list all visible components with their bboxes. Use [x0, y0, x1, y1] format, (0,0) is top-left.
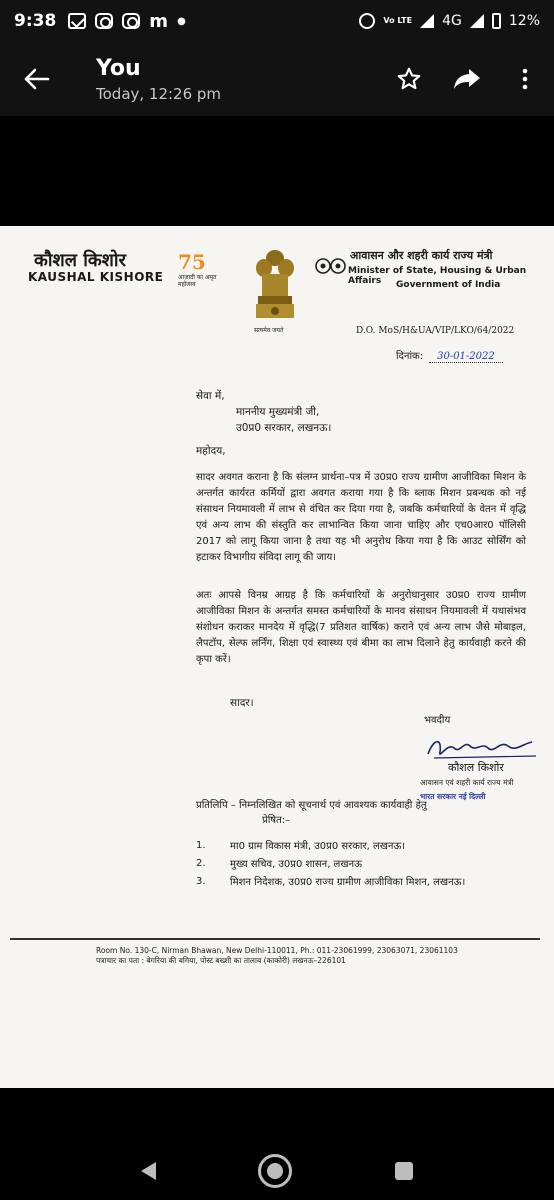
- status-bar: [0, 0, 554, 42]
- list-item: [196, 854, 465, 872]
- ministry-name-hindi: आवासन और शहरी कार्य राज्य मंत्री: [350, 249, 493, 262]
- title-block: [74, 56, 380, 103]
- app-bar: [0, 42, 554, 116]
- ministry-name-english: Minister of State, Housing & Urban Affairs: [348, 266, 527, 286]
- arrow-back-icon: [24, 68, 50, 90]
- sender-title: You: [96, 55, 141, 81]
- instagram-icon: [122, 13, 140, 29]
- alarm-icon: [359, 13, 375, 29]
- more-options-button[interactable]: [496, 42, 554, 116]
- forward-button[interactable]: [438, 42, 496, 116]
- image-viewer[interactable]: [0, 116, 554, 1142]
- network-type: 4G: [442, 13, 462, 29]
- list-item-number: 1.: [196, 839, 206, 851]
- letter-document: [0, 226, 554, 1088]
- date-value: 30-01-2022: [429, 351, 503, 363]
- reference-number: D.O. MoS/H&UA/VIP/LKO/64/2022: [356, 326, 515, 336]
- signal-icon: [420, 14, 434, 28]
- valediction: भवदीय: [424, 715, 451, 726]
- status-time: 9:38: [14, 11, 57, 31]
- list-item: [196, 872, 465, 890]
- national-emblem-icon: [250, 246, 300, 324]
- forward-icon: [453, 67, 481, 91]
- more-vert-icon: [522, 68, 528, 90]
- instagram-icon: [95, 13, 113, 29]
- footer-correspondence-address: पत्राचार का पता : बेगरिया की बगिया, पोस्ट बख्शी का तालाब (काकोरी) लखनऊ–226101: [96, 956, 346, 965]
- gmail-icon: [68, 13, 86, 29]
- footer-divider: [10, 938, 540, 940]
- azadi-logo-number: 75: [178, 250, 206, 274]
- list-item-number: 2.: [196, 857, 206, 869]
- closing: सादर।: [230, 697, 254, 709]
- signal-icon: [470, 14, 484, 28]
- address-line: माननीय मुख्यमंत्री जी,: [236, 406, 320, 418]
- letterhead-footer: [96, 946, 486, 966]
- recents-nav-icon[interactable]: [395, 1162, 413, 1180]
- list-item: [196, 836, 465, 854]
- azadi-logo-text: आज़ादी का अमृत महोत्सव: [178, 274, 217, 288]
- star-button[interactable]: [380, 42, 438, 116]
- government-name: Government of India: [396, 280, 501, 290]
- copy-to-list: [196, 836, 465, 890]
- address-line: सेवा में,: [196, 390, 225, 402]
- date-row: [396, 348, 503, 363]
- volte-icon: Vo LTE: [383, 16, 413, 25]
- emblem-motto: सत्यमेव जयते: [254, 327, 284, 334]
- copy-to-heading-text: प्रतिलिपि – निम्नलिखित को सूचनार्थ एवं आवश्यक कार्यवाही हेतु: [196, 800, 427, 811]
- body-paragraph-1: सादर अवगत कराना है कि संलग्न प्रार्थना–पत्र में उ0प्र0 राज्य ग्रामीण आजीविका मिशन के अन्तर्गत कार्यरत कर्मियों द्वारा अवगत कराया गया है कि ब्लाक मिशन प्रबन्धक को नई संसाधन नियमावली में लाभ से वंचित कर दिया गया है, जबकि कर्मचारियों के वेतन में वृद्धि एवं अन्य लाभ की संस्तुति कर लाभान्वित किया जाना चाहिए और एच0आर0 पॉलिसी 2017 को लागू किया जाना है तथा यह भी अनुरोध किया गया है कि आउट सोर्सिंग को हटाकर विभागीय संविदा लागू की जाय।: [196, 472, 526, 563]
- signatory-stamp: भारत सरकार नई दिल्ली: [420, 792, 486, 801]
- list-item-text: मिशन निदेशक, उ0प्र0 राज्य ग्रामीण आजीविका मिशन, लखनऊ।: [230, 877, 466, 888]
- address-line: उ0प्र0 सरकार, लखनऊ।: [236, 422, 332, 434]
- salutation: महोदय,: [196, 445, 226, 457]
- copy-to-heading: [196, 798, 516, 828]
- recipient-address: [196, 388, 331, 436]
- sender-name-english: KAUSHAL KISHORE: [28, 270, 164, 284]
- battery-percent: 12%: [508, 13, 540, 29]
- signatory-name: कौशल किशोर: [448, 761, 504, 774]
- ministry-logo-icon: [314, 256, 348, 276]
- list-item-text: मुख्य सचिव, उ0प्र0 शासन, लखनऊ: [230, 859, 362, 870]
- list-item-number: 3.: [196, 875, 206, 887]
- body-paragraph-2: अतः आपसे विनम्र आग्रह है कि कर्मचारियों के अनुरोधानुसार उ0प्र0 राज्य ग्रामीण आजीविका मिशन के अन्तर्गत समस्त कर्मचारियों के मानव संसाधन नियमावली में यथासंभव संशोधन कराकर मानदेय में वृद्धि(7 प्रतिशत वार्षिक) कराने एवं अन्य लाभ जैसे मोबाइल, लैपटॉप, सेल्फ लर्निंग, शिक्षा एवं स्वास्थ्य एवं बीमा का लाभ दिलाने हेतु कार्यवाही करने की कृपा करें।: [196, 590, 526, 665]
- star-icon: [396, 66, 422, 92]
- notification-icons: [68, 11, 186, 32]
- battery-icon: [492, 13, 501, 29]
- copy-to-subheading: प्रेषित:–: [262, 815, 291, 826]
- footer-office-address: Room No. 130-C, Nirman Bhawan, New Delhi-110011, Ph.: 011-23061999, 23063071, 23061103: [96, 946, 458, 955]
- m-app-icon: m: [149, 10, 169, 32]
- back-nav-icon[interactable]: [141, 1162, 156, 1180]
- signatory-title: आवासन एवं शहरी कार्य राज्य मंत्री: [420, 778, 514, 787]
- timestamp: Today, 12:26 pm: [96, 84, 222, 103]
- sender-name-hindi: कौशल किशोर: [34, 250, 126, 271]
- system-icons: [359, 13, 540, 29]
- list-item-text: मा0 ग्राम विकास मंत्री, उ0प्र0 सरकार, लखनऊ।: [230, 841, 406, 852]
- date-label: दिनांक:: [396, 351, 424, 362]
- more-notifications-dot-icon: ●: [177, 15, 186, 27]
- back-button[interactable]: [0, 42, 74, 116]
- system-nav-bar: [0, 1142, 554, 1200]
- home-nav-icon[interactable]: [258, 1154, 292, 1188]
- azadi-ka-amrit-mahotsav-logo: [178, 250, 234, 290]
